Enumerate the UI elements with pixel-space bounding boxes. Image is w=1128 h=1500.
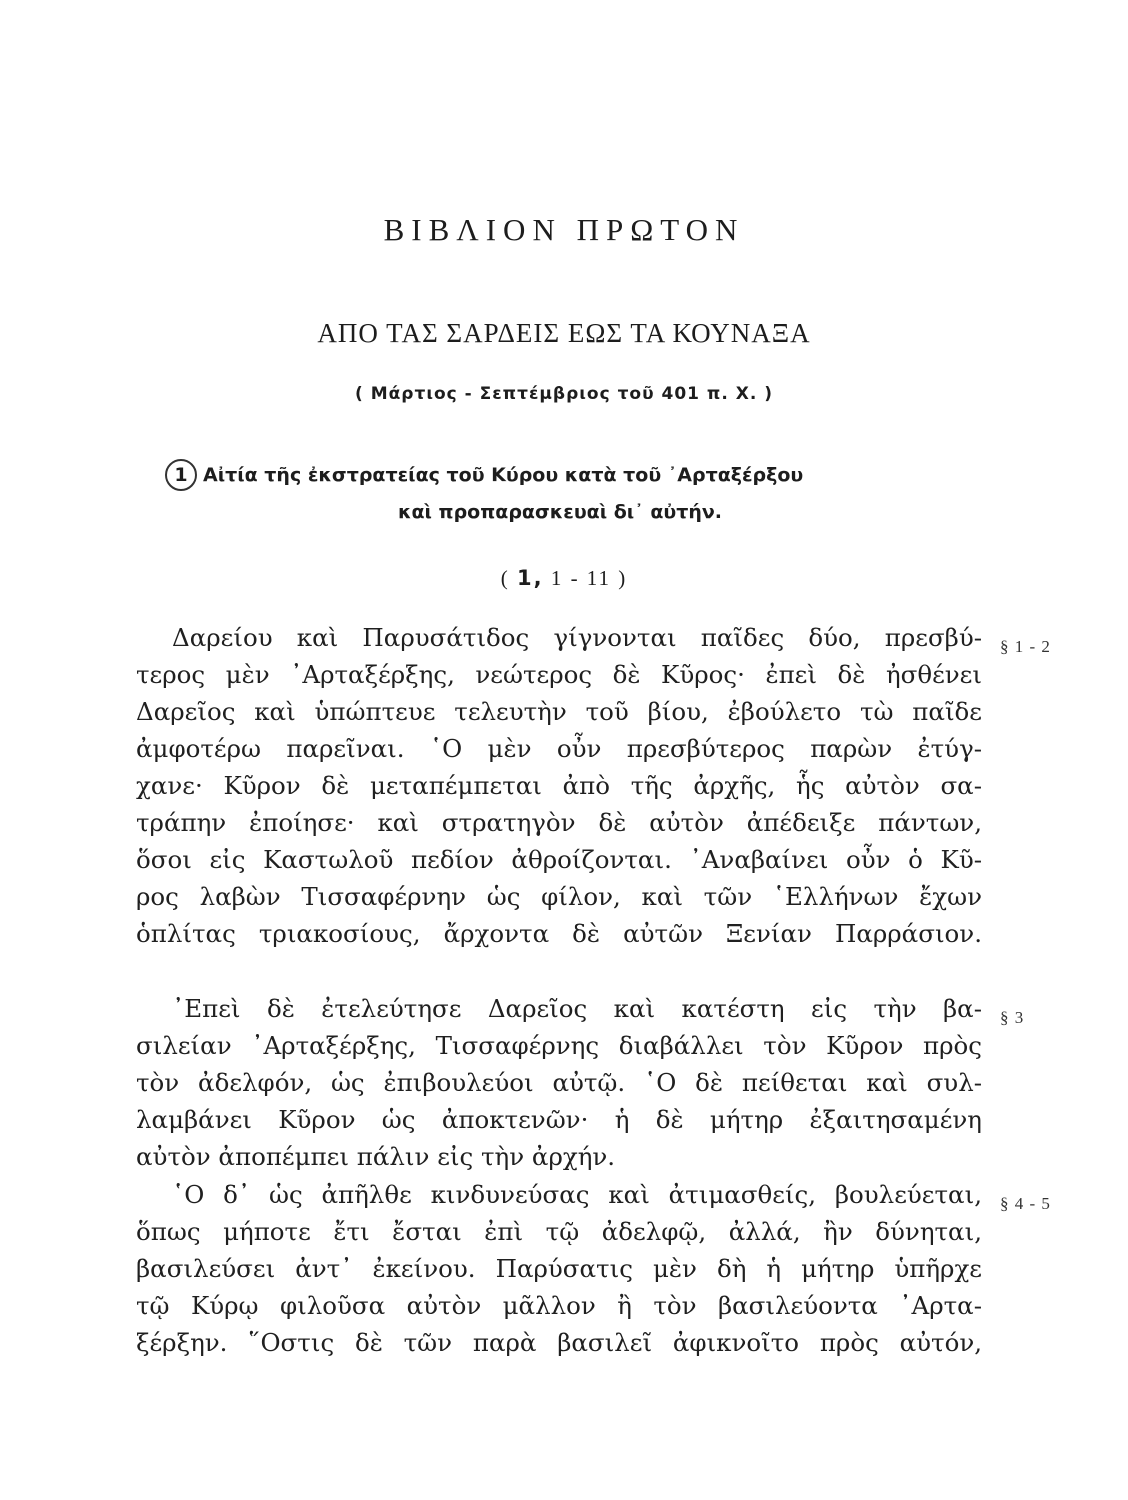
text-line: ὁπλίτας τριακοσίους, ἄρχοντα δὲ αὐτῶν Ξενίαν Παρράσιον. xyxy=(136,919,982,948)
date-line: ( Μάρτιος - Σεπτέμβριος τοῦ 401 π. Χ. ) xyxy=(355,384,773,404)
text-line: λαμβάνει Κῦρον ὡς ἀποκτενῶν· ἡ δὲ μήτηρ ἐξαιτησαμένη xyxy=(136,1105,982,1134)
text-line: τῷ Κύρῳ φιλοῦσα αὐτὸν μᾶλλον ἢ τὸν βασιλεύοντα ᾿Αρτα- xyxy=(136,1291,982,1320)
text-line: ρος λαβὼν Τισσαφέρνην ὡς φίλον, καὶ τῶν ῾Ελλήνων ἔχων xyxy=(136,882,982,911)
text-line: σιλείαν ᾿Αρταξέρξης, Τισσαφέρνης διαβάλλει τὸν Κῦρον πρὸς xyxy=(136,1031,982,1060)
text-line: ῾Ο δ᾿ ὡς ἀπῆλθε κινδυνεύσας καὶ ἀτιμασθείς, βουλεύεται, xyxy=(172,1180,982,1209)
text-line: ἀμφοτέρω παρεῖναι. ῾Ο μὲν οὖν πρεσβύτερος παρὼν ἐτύγ- xyxy=(136,734,982,763)
text-line: χανε· Κῦρον δὲ μεταπέμπεται ἀπὸ τῆς ἀρχῆς, ἧς αὐτὸν σα- xyxy=(136,771,982,800)
paragraph-3 xyxy=(136,1176,982,1361)
chapter-number: 1 xyxy=(165,459,197,491)
margin-section-ref-3: § 4 - 5 xyxy=(1000,1194,1051,1213)
margin-section-ref-1: § 1 - 2 xyxy=(1000,637,1051,656)
text-line: τράπην ἐποίησε· καὶ στρατηγὸν δὲ αὐτὸν ἀπέδειξε πάντων, xyxy=(136,808,982,837)
reference-close-paren: ) xyxy=(618,566,628,590)
paragraph-2 xyxy=(136,990,982,1175)
paragraph-1 xyxy=(136,619,982,952)
reference-range: 1 - 11 xyxy=(550,566,612,590)
text-line: τερος μὲν ᾿Αρταξέρξης, νεώτερος δὲ Κῦρος· ἐπεὶ δὲ ἠσθένει xyxy=(136,660,982,689)
reference-book: 1, xyxy=(516,566,544,590)
chapter-heading xyxy=(170,457,970,531)
passage-reference xyxy=(0,566,1128,591)
text-line: ξέρξην. ῞Οστις δὲ τῶν παρὰ βασιλεῖ ἀφικνοῖτο πρὸς αὐτόν, xyxy=(136,1328,982,1357)
text-line: βασιλεύσει ἀντ᾿ ἐκείνου. Παρύσατις μὲν δὴ ἡ μήτηρ ὑπῆρχε xyxy=(136,1254,982,1283)
part-title: ΑΠΟ ΤΑΣ ΣΑΡΔΕΙΣ ΕΩΣ ΤΑ ΚΟΥΝΑΞΑ xyxy=(317,318,811,348)
chapter-heading-line-1: Αἰτία τῆς ἐκστρατείας τοῦ Κύρου κατὰ τοῦ ᾿Αρταξέρξου xyxy=(203,464,804,486)
text-line: τὸν ἀδελφόν, ὡς ἐπιβουλεύοι αὐτῷ. ῾Ο δὲ πείθεται καὶ συλ- xyxy=(136,1068,982,1097)
margin-section-ref-2: § 3 xyxy=(1000,1008,1025,1027)
text-line: Δαρεῖος καὶ ὑπώπτευε τελευτὴν τοῦ βίου, ἐβούλετο τὼ παῖδε xyxy=(136,697,982,726)
text-line: Δαρείου καὶ Παρυσάτιδος γίγνονται παῖδες δύο, πρεσβύ- xyxy=(172,623,982,652)
chapter-heading-line-2: καὶ προπαρασκευαὶ δι᾿ αὐτήν. xyxy=(397,501,723,523)
text-line: αὐτὸν ἀποπέμπει πάλιν εἰς τὴν ἀρχήν. xyxy=(136,1142,616,1171)
text-line: ὅπως μήποτε ἔτι ἔσται ἐπὶ τῷ ἀδελφῷ, ἀλλά, ἢν δύνηται, xyxy=(136,1217,982,1246)
text-line: ᾿Επεὶ δὲ ἐτελεύτησε Δαρεῖος καὶ κατέστη εἰς τὴν βα- xyxy=(172,994,982,1023)
text-line: ὅσοι εἰς Καστωλοῦ πεδίον ἀθροίζονται. ᾿Αναβαίνει οὖν ὁ Κῦ- xyxy=(136,845,982,874)
reference-open-paren: ( xyxy=(500,566,510,590)
book-title: ΒΙΒΛΙΟΝ ΠΡΩΤΟΝ xyxy=(383,212,745,247)
